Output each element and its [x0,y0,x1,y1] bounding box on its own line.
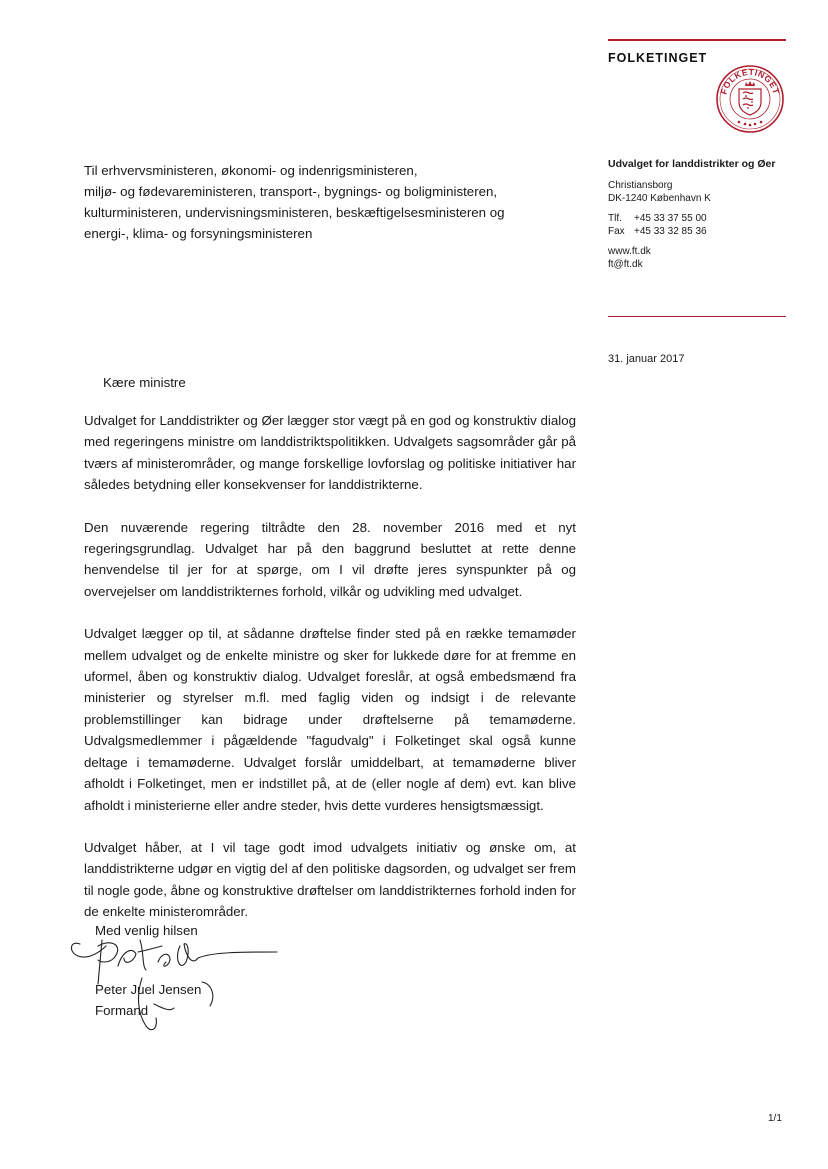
body-paragraph: Den nuværende regering tiltrådte den 28. november 2016 med et nyt regeringsgrundlag. Udvalget har på den baggrund besluttet at rette denne henvendelse til jer for at spørge, om I vil drøfte jeres synspunkter på og overvejelser om landdistrikternes forhold, vilkår og udvikling med udvalget. [84,519,576,599]
sender-web [608,246,793,271]
recipient-line: Til erhvervsministeren, økonomi- og indenrigsministeren, [84,163,418,178]
sender-address [608,180,793,205]
signatory-title: Formand [95,1003,149,1018]
website-link[interactable]: www.ft.dk [608,246,651,257]
fax-label: Fax [608,225,625,237]
body-paragraph: Udvalget for Landdistrikter og Øer lægger stor vægt på en god og konstruktiv dialog med regeringens ministre om landdistriktspolitikken. Udvalgets sagsområder går på tværs af ministerområder, og mange forskellige lovforslag og politiske initiativer har således betydning eller konsekvenser for landdistrikterne. [84,413,576,493]
phone-row [608,213,793,226]
email-link[interactable]: ft@ft.dk [608,258,643,270]
recipient-block [84,160,554,244]
closing-greeting: Med venlig hilsen [95,923,198,938]
letter-date: 31. januar 2017 [608,353,685,365]
fax-row [608,226,793,239]
org-name: FOLKETINGET [608,51,708,65]
header-rule [608,39,786,41]
sender-contact [608,213,793,238]
recipient-line: miljø- og fødevareministeren, transport-, bygnings- og boligministeren, [84,184,498,199]
salutation: Kære ministre [103,375,186,390]
letter-body [84,410,576,944]
phone-number: +45 33 37 55 00 [634,213,707,224]
sender-rule [608,316,786,317]
page-number: 1/1 [768,1113,782,1124]
address-line-1: Christiansborg [608,180,673,191]
phone-label: Tlf. [608,213,622,224]
recipient-line: kulturministeren, undervisningsministeren, beskæftigelsesministeren og [84,205,505,220]
seal-text: FOLKETINGET [718,66,782,96]
folketinget-seal-icon [715,64,785,134]
signatory-name: Peter Juel Jensen [95,982,202,997]
recipient-line: energi-, klima- og forsyningsministeren [84,226,313,241]
sender-block [608,158,793,279]
address-line-2: DK-1240 København K [608,192,711,204]
fax-number: +45 33 32 85 36 [634,225,707,237]
handwritten-signature-icon [62,922,282,1040]
committee-name: Udvalget for landdistrikter og Øer [608,158,776,170]
body-paragraph: Udvalget lægger op til, at sådanne drøftelse finder sted på en række temamøder mellem udvalget og de enkelte ministre og sker for lukkede døre for at fremme en uformel, åben og konstruktiv dialog. Udvalget foreslår, at også embedsmænd fra ministerier og styrelser m.fl. med faglig viden og indsigt i de relevante problemstillinger kan bidrage under drøftelserne på temamøderne. Udvalgsmedlemmer i pågældende "fagudvalg" i Folketinget skal også kunne deltage i temamøderne. Udvalget forslår umiddelbart, at temamøderne bliver afholdt i Folketinget, men er indstillet på, at de (eller nogle af dem) evt. kan blive afholdt i ministerierne eller andre steder, hvis dette vurderes hensigtsmæssigt. [84,626,576,813]
body-paragraph: Udvalget håber, at I vil tage godt imod udvalgets initiativ og ønske om, at landdistrikterne udgør en vigtig del af den politiske dagsorden, og udvalget ser frem til nogle gode, åbne og konstruktive drøftelser om landdistrikternes forhold inden for de enkelte ministerområder. [84,839,576,920]
